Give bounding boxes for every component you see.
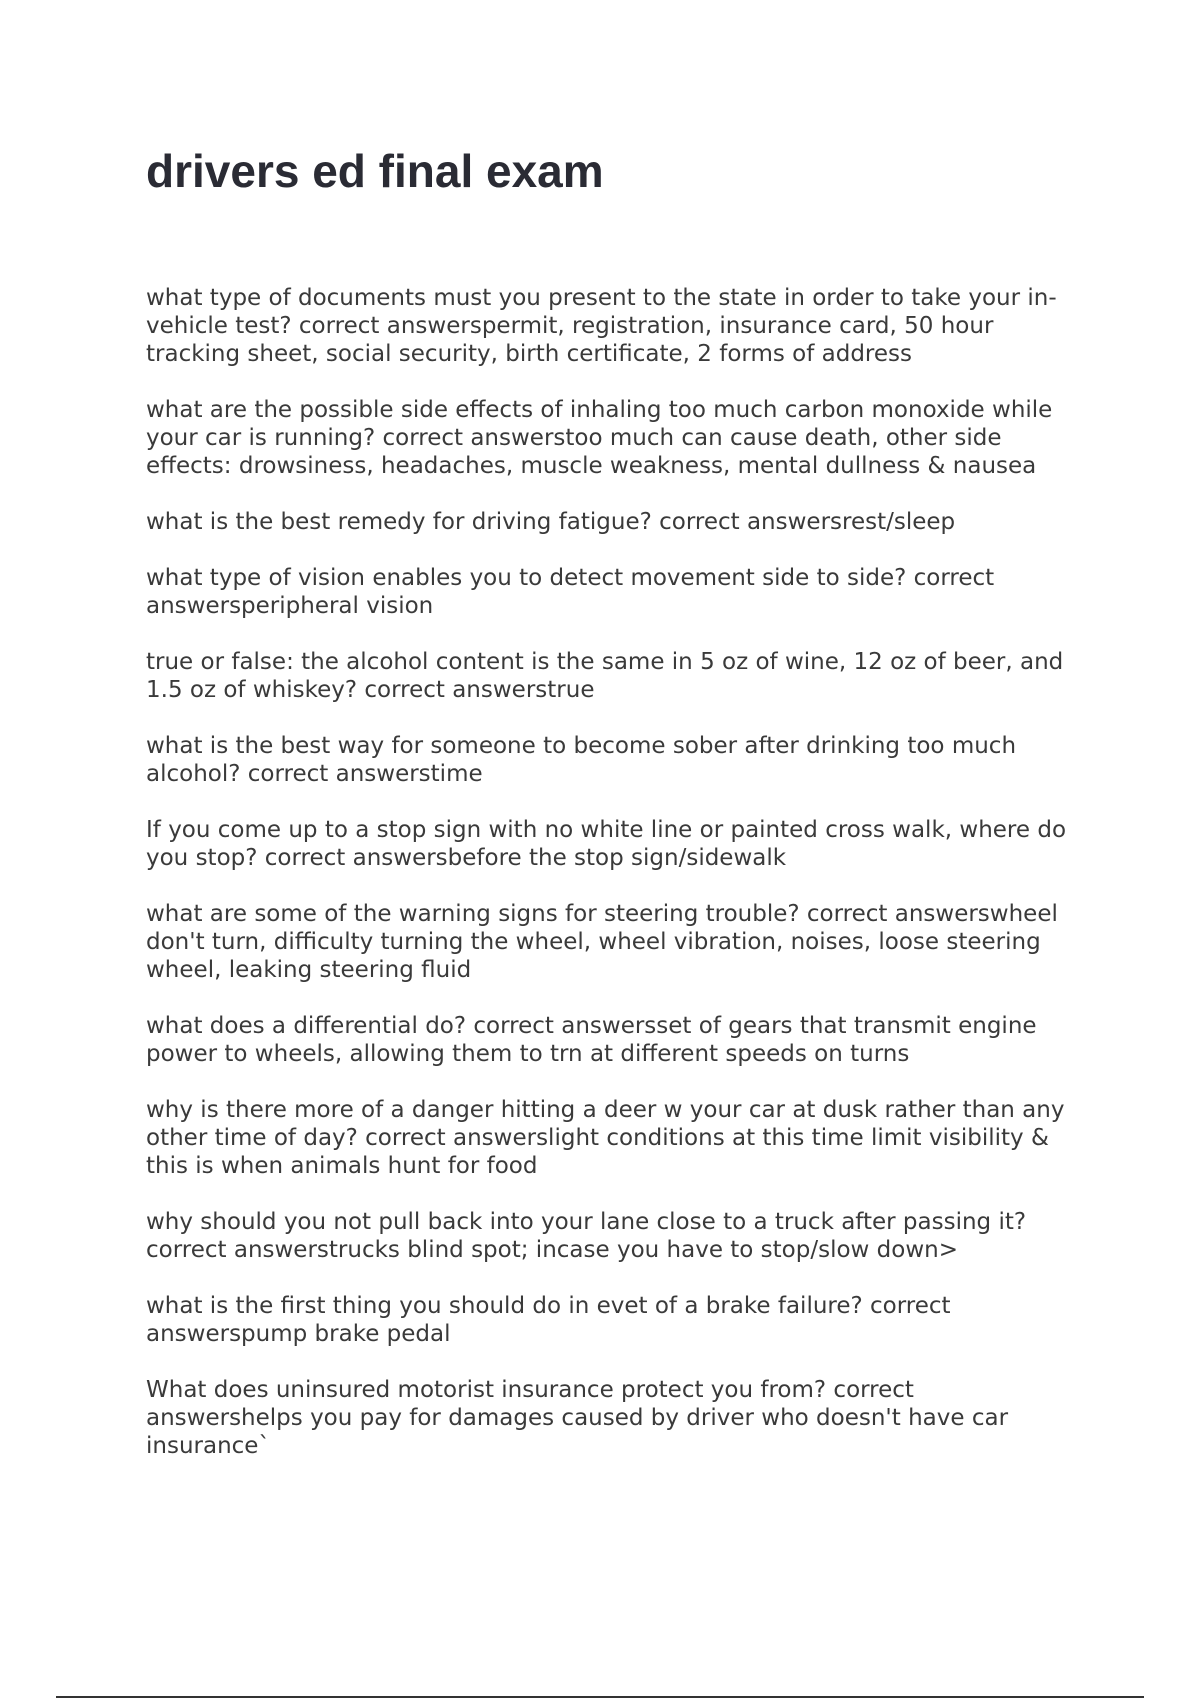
page-title: drivers ed final exam bbox=[146, 145, 604, 197]
qa-entry: true or false: the alcohol content is the same in 5 oz of wine, 12 oz of beer, and 1.5 oz of whiskey? correct answerstrue bbox=[146, 649, 1064, 703]
qa-list bbox=[146, 284, 1076, 1488]
qa-entry: why is there more of a danger hitting a deer w your car at dusk rather than any other time of day? correct answerslight conditions at this time limit visibility & this is when animals hunt for food bbox=[146, 1097, 1065, 1179]
qa-entry: what is the best way for someone to become sober after drinking too much alcohol? correct answerstime bbox=[146, 733, 1017, 787]
footer-divider bbox=[56, 1696, 1144, 1698]
qa-entry: why should you not pull back into your lane close to a truck after passing it? correct answerstrucks blind spot; incase you have to stop/slow down> bbox=[146, 1209, 1027, 1263]
qa-entry: what is the best remedy for driving fatigue? correct answersrest/sleep bbox=[146, 509, 956, 535]
qa-entry: what type of documents must you present to the state in order to take your in-vehicle test? correct answerspermit, registration, insurance card, 50 hour tracking sheet, social security, birth certificate, 2 forms of address bbox=[146, 285, 1057, 367]
qa-entry: what type of vision enables you to detect movement side to side? correct answersperipheral vision bbox=[146, 565, 995, 619]
qa-entry: If you come up to a stop sign with no white line or painted cross walk, where do you stop? correct answersbefore the stop sign/sidewalk bbox=[146, 817, 1067, 871]
qa-entry: what is the first thing you should do in evet of a brake failure? correct answerspump brake pedal bbox=[146, 1293, 951, 1347]
qa-entry: what does a differential do? correct answersset of gears that transmit engine power to wheels, allowing them to trn at different speeds on turns bbox=[146, 1013, 1037, 1067]
qa-entry: what are the possible side effects of inhaling too much carbon monoxide while your car is running? correct answerstoo much can cause death, other side effects: drowsiness, headaches, muscle weakness, mental dullness & nausea bbox=[146, 397, 1053, 479]
qa-entry: what are some of the warning signs for steering trouble? correct answerswheel don't turn, difficulty turning the wheel, wheel vibration, noises, loose steering wheel, leaking steering fluid bbox=[146, 901, 1058, 983]
qa-entry: What does uninsured motorist insurance protect you from? correct answershelps you pay for damages caused by driver who doesn't have car insurance` bbox=[146, 1377, 1009, 1459]
